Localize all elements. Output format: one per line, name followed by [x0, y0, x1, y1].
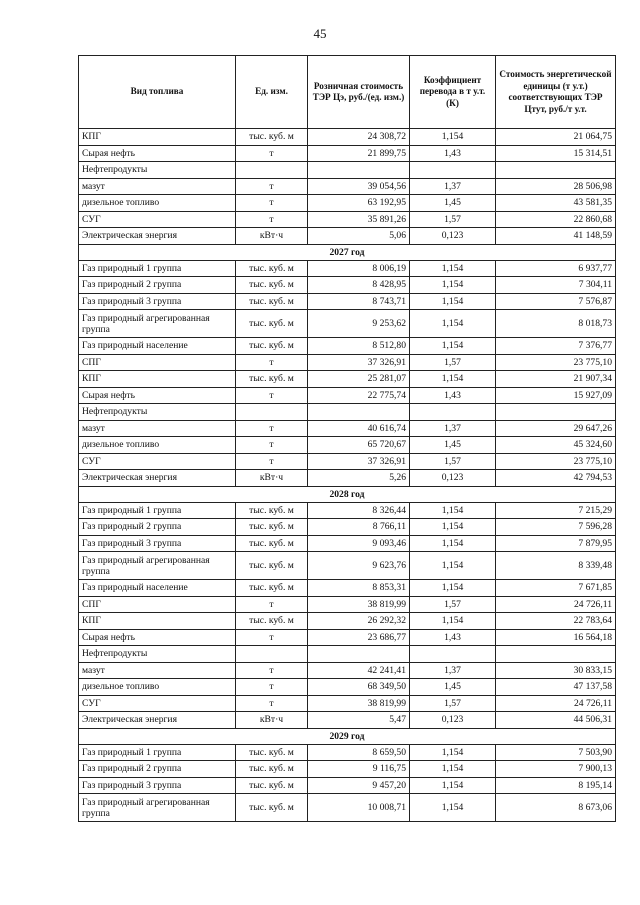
table-row: [79, 293, 616, 310]
energy-unit-cost-cell: 41 148,59: [496, 228, 616, 245]
table-row: [79, 744, 616, 761]
fuel-name-cell: мазут: [79, 662, 236, 679]
fuel-name-cell: Электрическая энергия: [79, 712, 236, 729]
energy-unit-cost-cell: 43 581,35: [496, 195, 616, 212]
coefficient-cell: 1,154: [410, 338, 496, 355]
coefficient-cell: 1,154: [410, 260, 496, 277]
header-unit: Ед. изм.: [236, 56, 308, 129]
unit-cell: тыс. куб. м: [236, 519, 308, 536]
unit-cell: тыс. куб. м: [236, 613, 308, 630]
table-row: [79, 502, 616, 519]
retail-price-cell: 5,47: [308, 712, 410, 729]
fuel-name-cell: Газ природный население: [79, 338, 236, 355]
retail-price-cell: 22 775,74: [308, 387, 410, 404]
table-row: [79, 310, 616, 338]
coefficient-cell: 0,123: [410, 228, 496, 245]
retail-price-cell: 37 326,91: [308, 354, 410, 371]
coefficient-cell: 1,154: [410, 535, 496, 552]
unit-cell: [236, 162, 308, 179]
unit-cell: тыс. куб. м: [236, 338, 308, 355]
fuel-name-cell: Электрическая энергия: [79, 470, 236, 487]
coefficient-cell: 1,154: [410, 613, 496, 630]
table-row: [79, 437, 616, 454]
retail-price-cell: 25 281,07: [308, 371, 410, 388]
header-energy-unit-cost: Стоимость энергетической единицы (т у.т.) соответствующих ТЭР Цтут, руб./т у.т.: [496, 56, 616, 129]
table-row: [79, 162, 616, 179]
unit-cell: т: [236, 145, 308, 162]
fuel-name-cell: Электрическая энергия: [79, 228, 236, 245]
table-row: [79, 211, 616, 228]
energy-unit-cost-cell: 7 671,85: [496, 580, 616, 597]
table-row: [79, 228, 616, 245]
unit-cell: тыс. куб. м: [236, 502, 308, 519]
retail-price-cell: 8 006,19: [308, 260, 410, 277]
energy-unit-cost-cell: 22 860,68: [496, 211, 616, 228]
energy-unit-cost-cell: 47 137,58: [496, 679, 616, 696]
page-number: 45: [313, 26, 327, 41]
unit-cell: [236, 404, 308, 421]
table-row: [79, 420, 616, 437]
fuel-name-cell: дизельное топливо: [79, 195, 236, 212]
table-row: [79, 338, 616, 355]
table-row: [79, 552, 616, 580]
retail-price-cell: 5,26: [308, 470, 410, 487]
unit-cell: тыс. куб. м: [236, 794, 308, 822]
coefficient-cell: 1,57: [410, 695, 496, 712]
retail-price-cell: 9 457,20: [308, 777, 410, 794]
energy-unit-cost-cell: 8 018,73: [496, 310, 616, 338]
energy-unit-cost-cell: 7 596,28: [496, 519, 616, 536]
fuel-name-cell: Нефтепродукты: [79, 646, 236, 663]
year-label: 2029 год: [79, 728, 616, 744]
table-row: [79, 354, 616, 371]
coefficient-cell: 1,45: [410, 679, 496, 696]
retail-price-cell: 8 743,71: [308, 293, 410, 310]
header-fuel-type: Вид топлива: [79, 56, 236, 129]
energy-unit-cost-cell: 30 833,15: [496, 662, 616, 679]
unit-cell: т: [236, 629, 308, 646]
table-row: [79, 404, 616, 421]
coefficient-cell: 1,45: [410, 437, 496, 454]
unit-cell: тыс. куб. м: [236, 260, 308, 277]
table-row: [79, 519, 616, 536]
fuel-name-cell: Газ природный 2 группа: [79, 519, 236, 536]
fuel-name-cell: КПГ: [79, 129, 236, 146]
unit-cell: т: [236, 387, 308, 404]
retail-price-cell: 39 054,56: [308, 178, 410, 195]
retail-price-cell: [308, 404, 410, 421]
table-row: [79, 695, 616, 712]
retail-price-cell: 24 308,72: [308, 129, 410, 146]
fuel-name-cell: СПГ: [79, 596, 236, 613]
retail-price-cell: 37 326,91: [308, 453, 410, 470]
retail-price-cell: 40 616,74: [308, 420, 410, 437]
coefficient-cell: 1,154: [410, 777, 496, 794]
fuel-name-cell: Газ природный 2 группа: [79, 277, 236, 294]
fuel-name-cell: Нефтепродукты: [79, 162, 236, 179]
fuel-name-cell: Газ природный 3 группа: [79, 535, 236, 552]
table-row: [79, 470, 616, 487]
table-row: [79, 277, 616, 294]
energy-unit-cost-cell: 29 647,26: [496, 420, 616, 437]
coefficient-cell: 1,37: [410, 178, 496, 195]
energy-unit-cost-cell: 21 064,75: [496, 129, 616, 146]
coefficient-cell: 1,154: [410, 371, 496, 388]
energy-unit-cost-cell: 23 775,10: [496, 453, 616, 470]
unit-cell: кВт·ч: [236, 712, 308, 729]
header-retail-price: Розничная стоимость ТЭР Цэ, руб./(ед. изм.): [308, 56, 410, 129]
unit-cell: тыс. куб. м: [236, 129, 308, 146]
table-row: [79, 145, 616, 162]
unit-cell: тыс. куб. м: [236, 580, 308, 597]
unit-cell: тыс. куб. м: [236, 277, 308, 294]
coefficient-cell: [410, 162, 496, 179]
retail-price-cell: 38 819,99: [308, 596, 410, 613]
energy-unit-cost-cell: 8 673,06: [496, 794, 616, 822]
year-label: 2027 год: [79, 244, 616, 260]
energy-unit-cost-cell: 6 937,77: [496, 260, 616, 277]
coefficient-cell: 1,154: [410, 129, 496, 146]
coefficient-cell: 1,57: [410, 596, 496, 613]
coefficient-cell: 1,154: [410, 794, 496, 822]
retail-price-cell: 8 659,50: [308, 744, 410, 761]
energy-unit-cost-cell: 7 304,11: [496, 277, 616, 294]
fuel-name-cell: Газ природный 3 группа: [79, 777, 236, 794]
table-body: [79, 129, 616, 822]
fuel-name-cell: Газ природный агрегированная группа: [79, 552, 236, 580]
coefficient-cell: 1,57: [410, 453, 496, 470]
unit-cell: тыс. куб. м: [236, 535, 308, 552]
table-row: [79, 662, 616, 679]
table-row: [79, 613, 616, 630]
fuel-name-cell: Нефтепродукты: [79, 404, 236, 421]
energy-unit-cost-cell: 7 376,77: [496, 338, 616, 355]
fuel-name-cell: Сырая нефть: [79, 145, 236, 162]
energy-unit-cost-cell: 7 503,90: [496, 744, 616, 761]
retail-price-cell: 35 891,26: [308, 211, 410, 228]
coefficient-cell: 1,45: [410, 195, 496, 212]
unit-cell: т: [236, 695, 308, 712]
unit-cell: т: [236, 178, 308, 195]
unit-cell: т: [236, 420, 308, 437]
table-row: [79, 596, 616, 613]
unit-cell: тыс. куб. м: [236, 744, 308, 761]
table-row: [79, 629, 616, 646]
retail-price-cell: 9 253,62: [308, 310, 410, 338]
energy-unit-cost-cell: [496, 404, 616, 421]
unit-cell: тыс. куб. м: [236, 371, 308, 388]
fuel-name-cell: Газ природный 1 группа: [79, 502, 236, 519]
retail-price-cell: 10 008,71: [308, 794, 410, 822]
table-row: [79, 535, 616, 552]
coefficient-cell: 0,123: [410, 470, 496, 487]
fuel-name-cell: Газ природный 1 группа: [79, 744, 236, 761]
table-row: [79, 712, 616, 729]
table-row: [79, 679, 616, 696]
coefficient-cell: 1,154: [410, 552, 496, 580]
fuel-name-cell: Газ природный 1 группа: [79, 260, 236, 277]
fuel-name-cell: Газ природный 2 группа: [79, 761, 236, 778]
fuel-name-cell: СУГ: [79, 453, 236, 470]
energy-unit-cost-cell: [496, 162, 616, 179]
energy-unit-cost-cell: 15 314,51: [496, 145, 616, 162]
unit-cell: т: [236, 195, 308, 212]
unit-cell: тыс. куб. м: [236, 777, 308, 794]
coefficient-cell: [410, 646, 496, 663]
energy-unit-cost-cell: 45 324,60: [496, 437, 616, 454]
year-separator-row: [79, 486, 616, 502]
coefficient-cell: 1,154: [410, 293, 496, 310]
table-header-row: [79, 56, 616, 129]
retail-price-cell: 8 853,31: [308, 580, 410, 597]
coefficient-cell: 1,43: [410, 145, 496, 162]
coefficient-cell: 1,154: [410, 310, 496, 338]
fuel-name-cell: Газ природный агрегированная группа: [79, 310, 236, 338]
fuel-name-cell: дизельное топливо: [79, 679, 236, 696]
coefficient-cell: 1,154: [410, 519, 496, 536]
coefficient-cell: 0,123: [410, 712, 496, 729]
unit-cell: тыс. куб. м: [236, 761, 308, 778]
retail-price-cell: [308, 646, 410, 663]
table-row: [79, 178, 616, 195]
coefficient-cell: 1,154: [410, 277, 496, 294]
unit-cell: тыс. куб. м: [236, 552, 308, 580]
fuel-name-cell: мазут: [79, 420, 236, 437]
fuel-name-cell: СУГ: [79, 695, 236, 712]
coefficient-cell: 1,154: [410, 744, 496, 761]
retail-price-cell: 63 192,95: [308, 195, 410, 212]
unit-cell: [236, 646, 308, 663]
fuel-name-cell: Газ природный 3 группа: [79, 293, 236, 310]
unit-cell: т: [236, 453, 308, 470]
energy-unit-cost-cell: 7 576,87: [496, 293, 616, 310]
retail-price-cell: 23 686,77: [308, 629, 410, 646]
retail-price-cell: 5,06: [308, 228, 410, 245]
table-row: [79, 129, 616, 146]
unit-cell: т: [236, 596, 308, 613]
unit-cell: кВт·ч: [236, 470, 308, 487]
coefficient-cell: 1,154: [410, 502, 496, 519]
retail-price-cell: 26 292,32: [308, 613, 410, 630]
fuel-name-cell: СУГ: [79, 211, 236, 228]
unit-cell: тыс. куб. м: [236, 310, 308, 338]
retail-price-cell: 8 512,80: [308, 338, 410, 355]
energy-unit-cost-cell: 28 506,98: [496, 178, 616, 195]
energy-unit-cost-cell: 8 195,14: [496, 777, 616, 794]
table-row: [79, 646, 616, 663]
retail-price-cell: 65 720,67: [308, 437, 410, 454]
table-row: [79, 387, 616, 404]
table-row: [79, 777, 616, 794]
fuel-name-cell: дизельное топливо: [79, 437, 236, 454]
unit-cell: т: [236, 211, 308, 228]
energy-unit-cost-cell: 8 339,48: [496, 552, 616, 580]
header-conversion-coefficient: Коэффициент перевода в т у.т. (К): [410, 56, 496, 129]
retail-price-cell: 8 766,11: [308, 519, 410, 536]
unit-cell: т: [236, 662, 308, 679]
year-separator-row: [79, 244, 616, 260]
unit-cell: кВт·ч: [236, 228, 308, 245]
coefficient-cell: 1,43: [410, 387, 496, 404]
coefficient-cell: 1,154: [410, 580, 496, 597]
retail-price-cell: 68 349,50: [308, 679, 410, 696]
energy-unit-cost-cell: 7 215,29: [496, 502, 616, 519]
retail-price-cell: [308, 162, 410, 179]
retail-price-cell: 38 819,99: [308, 695, 410, 712]
unit-cell: т: [236, 437, 308, 454]
unit-cell: тыс. куб. м: [236, 293, 308, 310]
table-row: [79, 260, 616, 277]
energy-unit-cost-cell: 16 564,18: [496, 629, 616, 646]
fuel-cost-table: [78, 55, 616, 822]
energy-unit-cost-cell: 22 783,64: [496, 613, 616, 630]
coefficient-cell: [410, 404, 496, 421]
coefficient-cell: 1,154: [410, 761, 496, 778]
retail-price-cell: 21 899,75: [308, 145, 410, 162]
energy-unit-cost-cell: 23 775,10: [496, 354, 616, 371]
fuel-name-cell: Газ природный агрегированная группа: [79, 794, 236, 822]
coefficient-cell: 1,57: [410, 354, 496, 371]
energy-unit-cost-cell: 44 506,31: [496, 712, 616, 729]
retail-price-cell: 8 428,95: [308, 277, 410, 294]
retail-price-cell: 9 116,75: [308, 761, 410, 778]
coefficient-cell: 1,37: [410, 662, 496, 679]
unit-cell: т: [236, 354, 308, 371]
energy-unit-cost-cell: 24 726,11: [496, 695, 616, 712]
table-row: [79, 453, 616, 470]
energy-unit-cost-cell: 7 879,95: [496, 535, 616, 552]
table-row: [79, 580, 616, 597]
fuel-name-cell: Газ природный население: [79, 580, 236, 597]
table-row: [79, 371, 616, 388]
fuel-name-cell: Сырая нефть: [79, 629, 236, 646]
fuel-name-cell: СПГ: [79, 354, 236, 371]
coefficient-cell: 1,43: [410, 629, 496, 646]
retail-price-cell: 8 326,44: [308, 502, 410, 519]
retail-price-cell: 9 093,46: [308, 535, 410, 552]
energy-unit-cost-cell: 15 927,09: [496, 387, 616, 404]
year-separator-row: [79, 728, 616, 744]
year-label: 2028 год: [79, 486, 616, 502]
table-row: [79, 794, 616, 822]
energy-unit-cost-cell: 7 900,13: [496, 761, 616, 778]
fuel-name-cell: КПГ: [79, 613, 236, 630]
energy-unit-cost-cell: 42 794,53: [496, 470, 616, 487]
coefficient-cell: 1,37: [410, 420, 496, 437]
unit-cell: т: [236, 679, 308, 696]
retail-price-cell: 42 241,41: [308, 662, 410, 679]
fuel-name-cell: КПГ: [79, 371, 236, 388]
energy-unit-cost-cell: 21 907,34: [496, 371, 616, 388]
fuel-name-cell: Сырая нефть: [79, 387, 236, 404]
coefficient-cell: 1,57: [410, 211, 496, 228]
fuel-name-cell: мазут: [79, 178, 236, 195]
table-row: [79, 761, 616, 778]
retail-price-cell: 9 623,76: [308, 552, 410, 580]
energy-unit-cost-cell: [496, 646, 616, 663]
table-row: [79, 195, 616, 212]
energy-unit-cost-cell: 24 726,11: [496, 596, 616, 613]
